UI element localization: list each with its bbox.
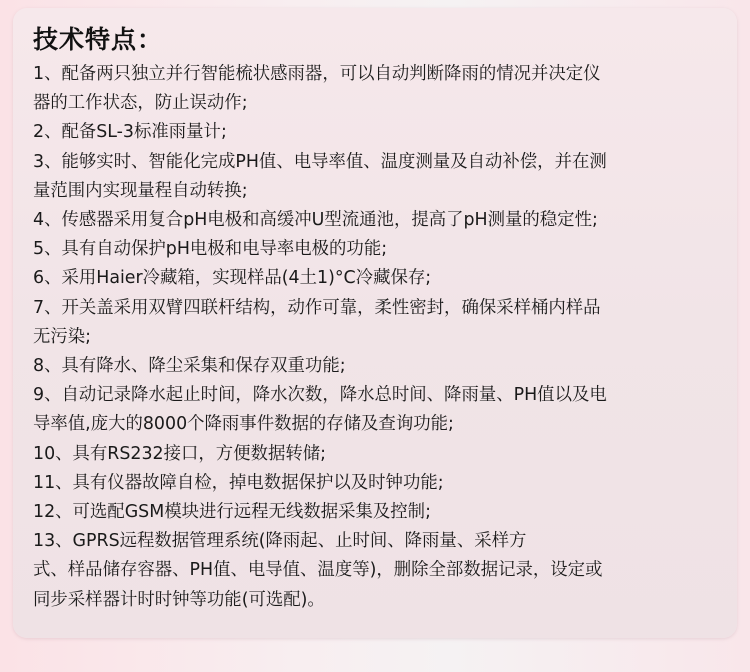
section-title: 技术特点：: [33, 25, 164, 54]
feature-line: 9、自动记录降水起止时间，降水次数，降水总时间、降雨量、PH值以及电: [33, 385, 607, 406]
feature-line: 7、开关盖采用双臂四联杆结构，动作可靠，柔性密封，确保采样桶内样品: [33, 297, 601, 318]
feature-line: 3、能够实时、智能化完成PH值、电导率值、温度测量及自动补偿，并在测: [33, 151, 607, 172]
feature-line: 11、具有仪器故障自检，掉电数据保护以及时钟功能;: [33, 472, 444, 493]
feature-line: 器的工作状态，防止误动作;: [33, 93, 248, 114]
feature-line: 2、配备SL-3标准雨量计;: [33, 122, 227, 143]
feature-line: 10、具有RS232接口，方便数据转储;: [33, 443, 326, 464]
feature-line: 6、采用Haier冷藏箱，实现样品(4土1)°C冷藏保存;: [33, 268, 432, 289]
feature-line: 式、样品储存容器、PH值、电导值、温度等)，删除全部数据记录，设定或: [33, 560, 603, 581]
feature-line: 4、传感器采用复合pH电极和高缓冲U型流通池，提高了pH测量的稳定性;: [33, 210, 598, 231]
feature-line: 量范围内实现量程自动转换;: [33, 180, 248, 201]
feature-line: 导率值,庞大的8000个降雨事件数据的存储及查询功能;: [33, 414, 454, 435]
feature-line: 13、GPRS远程数据管理系统(降雨起、止时间、降雨量、采样方: [33, 531, 527, 552]
feature-line: 8、具有降水、降尘采集和保存双重功能;: [33, 356, 346, 377]
feature-line: 5、具有自动保护pH电极和电导率电极的功能;: [33, 239, 388, 260]
feature-line: 同步采样器计时时钟等功能(可选配)。: [33, 589, 325, 610]
feature-line: 12、可选配GSM模块进行远程无线数据采集及控制;: [33, 502, 431, 523]
feature-line: 无污染;: [33, 326, 92, 347]
feature-list: [33, 60, 723, 615]
feature-line: 1、配备两只独立并行智能梳状感雨器，可以自动判断降雨的情况并决定仪: [33, 64, 601, 84]
